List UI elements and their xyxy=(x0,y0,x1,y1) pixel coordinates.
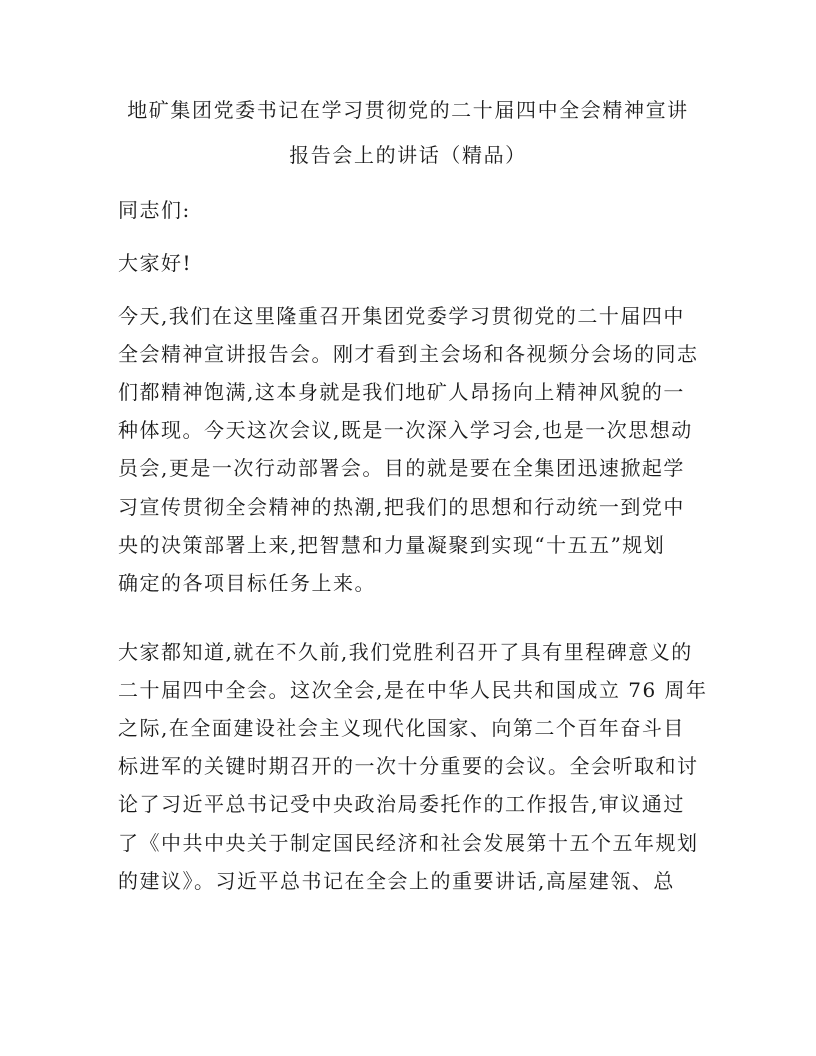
paragraph-2-line: 了《中共中央关于制定国民经济和社会发展第十五个五年规划 xyxy=(118,830,699,855)
paragraph-1-line: 今天,我们在这里隆重召开集团党委学习贯彻党的二十届四中 xyxy=(118,304,685,328)
paragraph-2-line: 标进军的关键时期召开的一次十分重要的会议。全会听取和讨 xyxy=(118,754,699,779)
paragraph-2-line: 二十届四中全会。这次全会,是在中华人民共和国成立 76 周年 xyxy=(118,678,708,703)
paragraph-1-line: 央的决策部署上来,把智慧和力量凝聚到实现“十五五”规划 xyxy=(118,532,666,557)
paragraph-1-line: 习宣传贯彻全会精神的热潮,把我们的思想和行动统一到党中 xyxy=(118,494,685,519)
paragraph-2-line: 论了习近平总书记受中央政治局委托作的工作报告,审议通过 xyxy=(118,792,685,817)
paragraph-2-line: 的建议》。习近平总书记在全会上的重要讲话,高屋建瓴、总 xyxy=(118,868,675,893)
paragraph-1-line: 们都精神饱满,这本身就是我们地矿人昂扬向上精神风貌的一 xyxy=(118,380,685,405)
paragraph-1-line: 全会精神宣讲报告会。刚才看到主会场和各视频分会场的同志 xyxy=(118,342,699,367)
paragraph-1-line: 种体现。今天这次会议,既是一次深入学习会,也是一次思想动 xyxy=(118,418,693,443)
paragraph-1-line: 员会,更是一次行动部署会。目的就是要在全集团迅速掀起学 xyxy=(118,456,685,481)
salutation: 同志们: xyxy=(118,198,191,222)
paragraph-2-line: 大家都知道,就在不久前,我们党胜利召开了具有里程碑意义的 xyxy=(118,640,693,664)
document-title-line-2: 报告会上的讲话（精品） xyxy=(289,143,527,167)
greeting: 大家好! xyxy=(118,251,193,275)
paragraph-2-line: 之际,在全面建设社会主义现代化国家、向第二个百年奋斗目 xyxy=(118,716,685,741)
document-title-line-1: 地矿集团党委书记在学习贯彻党的二十届四中全会精神宣讲 xyxy=(127,98,689,122)
paragraph-1-line: 确定的各项目标任务上来。 xyxy=(118,570,376,595)
